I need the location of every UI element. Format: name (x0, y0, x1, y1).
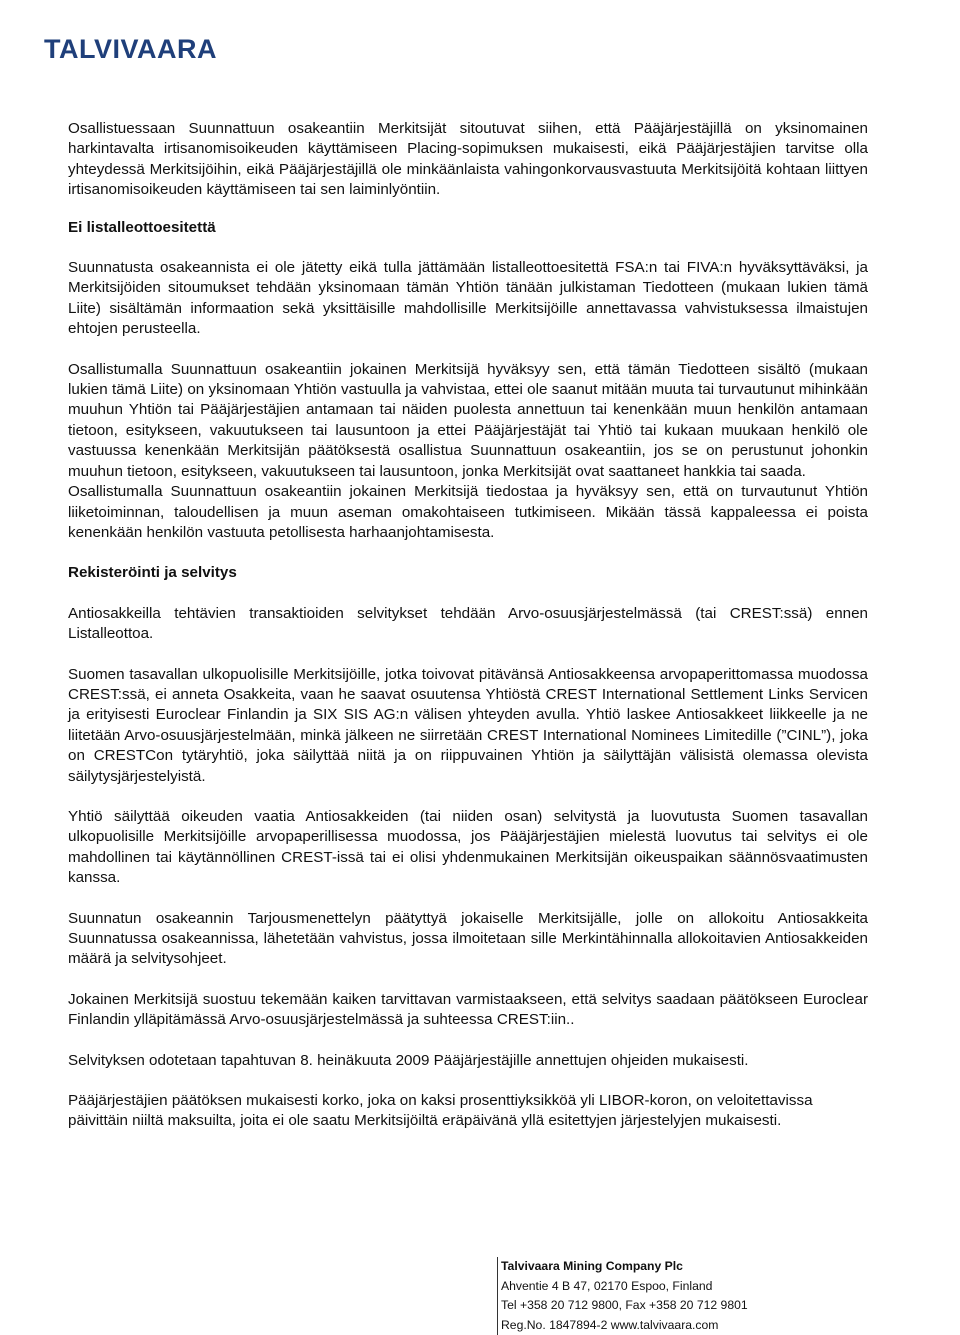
paragraph-certificated-form: Yhtiö säilyttää oikeuden vaatia Antiosakkeiden (tai niiden osan) selvitystä ja luovutusta Suomen tasavallan ulkopuolisille Merkitsijöille arvopaperillisessa muodossa, jos Pääjärjestäjien mielestä luovutus tai selvitys ei ole mahdollinen tai käytännöllinen CREST-issä tai ei olisi yhdenmukainen Merkitsijän oikeuspaikan säännösvaatimusten kanssa. (68, 807, 868, 889)
paragraph-own-investigation: Osallistumalla Suunnattuun osakeantiin jokainen Merkitsijä tiedostaa ja hyväksyy sen, että on turvautunut Yhtiön liiketoiminnan, taloudellisen ja muun aseman omakohtaiseen tutkimiseen. Mikään tässä kappaleessa ei poista kenenkään henkilön vastuuta petollisesta harhaanjohtamisesta. (68, 482, 868, 543)
footer-address: Ahventie 4 B 47, 02170 Espoo, Finland (501, 1277, 801, 1297)
paragraph-settlement-system: Antiosakkeilla tehtävien transaktioiden selvitykset tehdään Arvo-osuusjärjestelmässä (tai CREST:ssä) ennen Listalleottoa. (68, 604, 868, 645)
company-footer (497, 1257, 801, 1335)
paragraph-settlement-undertaking: Jokainen Merkitsijä suostuu tekemään kaiken tarvittavan varmistaakseen, että selvitys saadaan päätökseen Euroclear Finlandin ylläpitämässä Arvo-osuusjärjestelmässä ja suhteessa CREST:iin.. (68, 990, 868, 1031)
footer-phone: Tel +358 20 712 9800, Fax +358 20 712 9801 (501, 1296, 801, 1316)
footer-company-name: Talvivaara Mining Company Plc (501, 1257, 801, 1277)
company-logo: TALVIVAARA (44, 34, 217, 65)
paragraph-subscriber-commitment: Osallistuessaan Suunnattuun osakeantiin Merkitsijät sitoutuvat siihen, että Pääjärjestäjillä on yksinomainen harkintavalta irtisanomisoikeuden käyttämiseen Placing-sopimuksen mukaisesti, eikä Pääjärjestäjien tarvitse olla yhteydessä Merkitsijöihin, eikä Pääjärjestäjillä ole minkäänlaista vahingonkorvausvastuuta Merkitsijöitä kohtaan liittyen irtisanomisoikeuden käyttämiseen tai sen laiminlyöntiin. (68, 119, 868, 201)
paragraph-settlement-date: Selvityksen odotetaan tapahtuvan 8. heinäkuuta 2009 Pääjärjestäjille annettujen ohjeiden mukaisesti. (68, 1051, 868, 1071)
paragraph-responsibility: Osallistumalla Suunnattuun osakeantiin jokainen Merkitsijä hyväksyy sen, että tämän Tiedotteen sisältö (mukaan lukien tämä Liite) on yksinomaan Yhtiön vastuulla ja vahvistaa, ettei ole saanut mitään muuta tai turvautunut mihinkään muuhun Yhtiön tai Pääjärjestäjien antamaan tai näiden puolesta annettuun tai kenenkään muun henkilön antamaan tietoon, esitykseen, vakuutukseen tai lausuntoon ja ettei Pääjärjestäjät tai Yhtiö tai kukaan muukaan henkilö ole vastuussa kenenkään Merkitsijän päätöksestä osallistua Suunnattuun osakeantiin, jos se on perustunut johonkin muuhun tietoon, esitykseen, vakuutukseen tai lausuntoon, jonka Merkitsijät ovat saattaneet hankkia tai saada. (68, 360, 868, 482)
document-body (68, 119, 868, 1152)
paragraph-allocation-confirmation: Suunnatun osakeannin Tarjousmenettelyn päätyttyä jokaiselle Merkitsijälle, jolle on allokoitu Antiosakkeita Suunnatussa osakeannissa, lähetetään vahvistus, jossa ilmoitetaan sille Merkintähinnalla allokoitavien Antiosakkeiden määrä ja selvitysohjeet. (68, 909, 868, 970)
paragraph-interest: Pääjärjestäjien päätöksen mukaisesti korko, joka on kaksi prosenttiyksikköä yli LIBOR-koron, on veloitettavissa päivittäin niiltä maksuilta, joita ei ole saatu Merkitsijöiltä eräpäivänä yllä esitettyjen järjestelyjen mukaisesti. (68, 1091, 868, 1132)
footer-registration: Reg.No. 1847894-2 www.talvivaara.com (501, 1316, 801, 1335)
paragraph-prospectus: Suunnatusta osakeannista ei ole jätetty eikä tulla jättämään listalleottoesitettä FSA:n tai FIVA:n hyväksyttäväksi, ja Merkitsijöiden sitoumukset tehdään yksinomaan tämän Yhtiön tänään julkistaman Tiedotteen (mukaan lukien tämä Liite) sisältämän informaation sekä yksittäisille mahdollisille Merkitsijöille annettavassa vahvistuksessa ilmaistujen ehtojen perusteella. (68, 258, 868, 340)
heading-registration-settlement: Rekisteröinti ja selvitys (68, 563, 868, 583)
paragraph-crest-holdings: Suomen tasavallan ulkopuolisille Merkitsijöille, jotka toivovat pitävänsä Antiosakkeensa arvopaperittomassa muodossa CREST:ssä, ei anneta Osakkeita, vaan he saavat osuutensa Yhtiöstä CREST International Settlement Links Servicen ja erityisesti Euroclear Finlandin ja SIX SIS AG:n välisen yhteyden avulla. Yhtiö laskee Antiosakkeet liikkeelle ja ne liitetään Arvo-osuusjärjestelmään, minkä jälkeen ne siirretään CREST International Nominees Limitedille (”CINL”), joka on CRESTCon tytäryhtiö, joka säilyttää niitä ja on riippuvainen Yhtiön ja säilyttäjän välisistä olemassa olevista säilytysjärjestelyistä. (68, 665, 868, 787)
heading-no-listing-prospectus: Ei listalleottoesitettä (68, 218, 868, 238)
